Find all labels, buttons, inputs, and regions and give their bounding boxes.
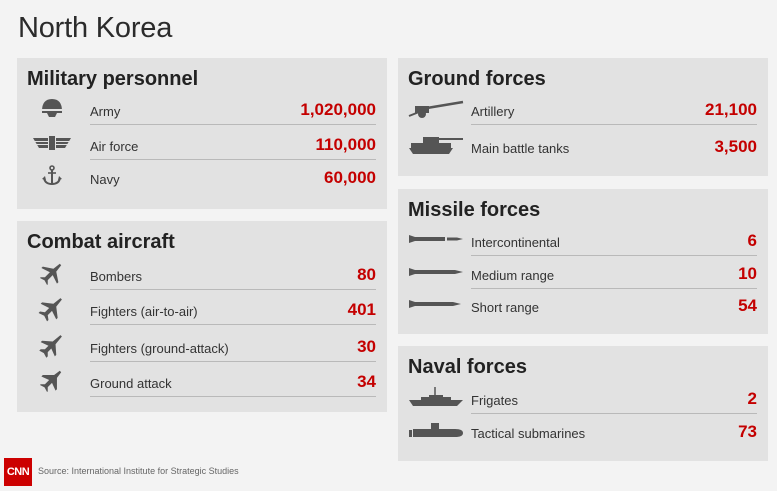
combat-aircraft-panel — [17, 221, 387, 412]
page-title: North Korea — [18, 12, 173, 44]
stat-value: 60,000 — [324, 168, 376, 187]
stat-value: 2 — [747, 389, 757, 408]
panel-title: Ground forces — [408, 68, 546, 90]
artillery-icon — [406, 93, 466, 123]
stat-label: Frigates — [471, 393, 518, 408]
helmet-icon — [29, 93, 75, 123]
stat-label: Intercontinental — [471, 235, 560, 250]
stat-value: 30 — [357, 337, 376, 356]
stat-value: 401 — [347, 300, 376, 319]
stat-label: Medium range — [471, 268, 555, 283]
stat-row-frigates — [398, 380, 768, 414]
ground-forces-panel — [398, 58, 768, 176]
divider — [90, 124, 376, 125]
stat-label: Artillery — [471, 104, 515, 119]
stat-label: Short range — [471, 300, 539, 315]
submarine-icon — [406, 415, 466, 445]
stat-label: Main battle tanks — [471, 141, 570, 156]
stat-value: 110,000 — [315, 135, 376, 154]
divider — [90, 361, 376, 362]
military-personnel-panel — [17, 58, 387, 209]
divider — [471, 124, 757, 125]
stat-value: 80 — [357, 265, 376, 284]
stat-label: Navy — [90, 172, 120, 187]
cnn-logo: CNN — [4, 458, 32, 486]
naval-forces-panel — [398, 346, 768, 461]
stat-label: Ground attack — [90, 376, 172, 391]
divider — [90, 324, 376, 325]
ground-attack-fighter-icon — [29, 330, 75, 360]
stat-label: Air force — [90, 139, 139, 154]
stat-row-air-force — [17, 126, 387, 160]
frigate-icon — [406, 382, 466, 412]
bomber-jet-icon — [29, 258, 75, 288]
divider — [90, 289, 376, 290]
stat-value: 10 — [738, 264, 757, 283]
stat-row-short-range — [398, 287, 768, 321]
stat-value: 3,500 — [714, 137, 757, 156]
panel-title: Naval forces — [408, 356, 527, 378]
icbm-icon — [406, 224, 466, 254]
stat-label: Army — [90, 104, 121, 119]
ground-attack-jet-icon — [29, 365, 75, 395]
stat-row-tanks — [398, 128, 768, 162]
fighter-jet-icon — [29, 293, 75, 323]
stat-value: 21,100 — [705, 100, 757, 119]
missile-forces-panel — [398, 189, 768, 334]
stat-row-bombers — [17, 256, 387, 290]
stat-row-artillery — [398, 91, 768, 125]
medium-missile-icon — [406, 257, 466, 287]
stat-row-fighters-air — [17, 291, 387, 325]
anchor-icon — [29, 161, 75, 191]
stat-row-navy — [17, 159, 387, 193]
panel-title: Missile forces — [408, 199, 541, 221]
stat-row-intercontinental — [398, 222, 768, 256]
stat-value: 34 — [357, 372, 376, 391]
stat-value: 73 — [738, 422, 757, 441]
stat-label: Fighters (air-to-air) — [90, 304, 198, 319]
stat-value: 6 — [747, 231, 757, 250]
short-missile-icon — [406, 289, 466, 319]
stat-label: Fighters (ground-attack) — [90, 341, 229, 356]
wings-icon — [29, 128, 75, 158]
tank-icon — [404, 130, 466, 160]
source-note: Source: International Institute for Strategic Studies — [38, 466, 239, 476]
stat-value: 54 — [738, 296, 757, 315]
stat-value: 1,020,000 — [300, 100, 376, 119]
stat-row-fighters-ground — [17, 328, 387, 362]
divider — [90, 396, 376, 397]
stat-row-medium-range — [398, 255, 768, 289]
panel-title: Combat aircraft — [27, 231, 175, 253]
stat-row-army — [17, 91, 387, 125]
stat-row-submarines — [398, 413, 768, 447]
panel-title: Military personnel — [27, 68, 199, 90]
stat-label: Bombers — [90, 269, 143, 284]
stat-row-ground-attack — [17, 363, 387, 397]
stat-label: Tactical submarines — [471, 426, 586, 441]
